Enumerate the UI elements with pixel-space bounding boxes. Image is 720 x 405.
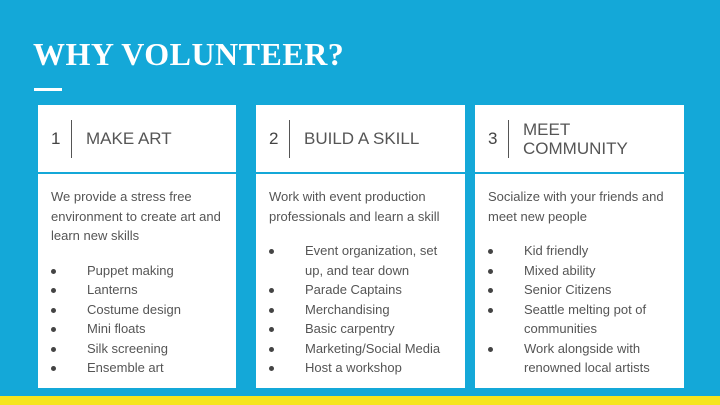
list-item: Kid friendly <box>488 241 678 261</box>
card-description: Work with event production professionals and learn a skill <box>269 189 440 224</box>
card-divider <box>71 120 72 158</box>
card-body <box>488 187 678 378</box>
card-description: Socialize with your friends and meet new people <box>488 189 664 224</box>
list-item: Lanterns <box>51 280 231 300</box>
slide-title: WHY VOLUNTEER? <box>33 36 345 72</box>
title-underline <box>34 88 62 91</box>
card-body <box>51 187 231 378</box>
list-item: Puppet making <box>51 261 231 281</box>
card-build-a-skill <box>256 105 465 388</box>
list-item: Mini floats <box>51 319 231 339</box>
bullet-list <box>488 241 678 378</box>
bullet-list <box>269 241 457 378</box>
list-item: Mixed ability <box>488 261 678 281</box>
card-title: BUILD A SKILL <box>304 129 420 148</box>
card-divider <box>508 120 509 158</box>
card-header <box>475 105 684 174</box>
card-make-art <box>38 105 236 388</box>
card-divider <box>289 120 290 158</box>
card-body <box>269 187 457 378</box>
card-meet-community <box>475 105 684 388</box>
list-item: Event organization, set up, and tear down <box>269 241 457 280</box>
card-title: MAKE ART <box>86 129 172 148</box>
list-item: Costume design <box>51 300 231 320</box>
card-header <box>38 105 236 174</box>
list-item: Marketing/Social Media <box>269 339 457 359</box>
card-header <box>256 105 465 174</box>
list-item: Seattle melting pot of communities <box>488 300 678 339</box>
list-item: Senior Citizens <box>488 280 678 300</box>
list-item: Parade Captains <box>269 280 457 300</box>
list-item: Silk screening <box>51 339 231 359</box>
list-item: Host a workshop <box>269 358 457 378</box>
list-item: Work alongside with renowned local artists <box>488 339 678 378</box>
card-description: We provide a stress free environment to create art and learn new skills <box>51 189 221 243</box>
bullet-list <box>51 261 231 378</box>
card-number: 2 <box>269 129 279 148</box>
card-title: MEET COMMUNITY <box>523 119 628 158</box>
bottom-accent-bar <box>0 396 720 405</box>
card-number: 3 <box>488 129 498 148</box>
list-item: Merchandising <box>269 300 457 320</box>
card-number: 1 <box>51 129 61 148</box>
list-item: Ensemble art <box>51 358 231 378</box>
list-item: Basic carpentry <box>269 319 457 339</box>
